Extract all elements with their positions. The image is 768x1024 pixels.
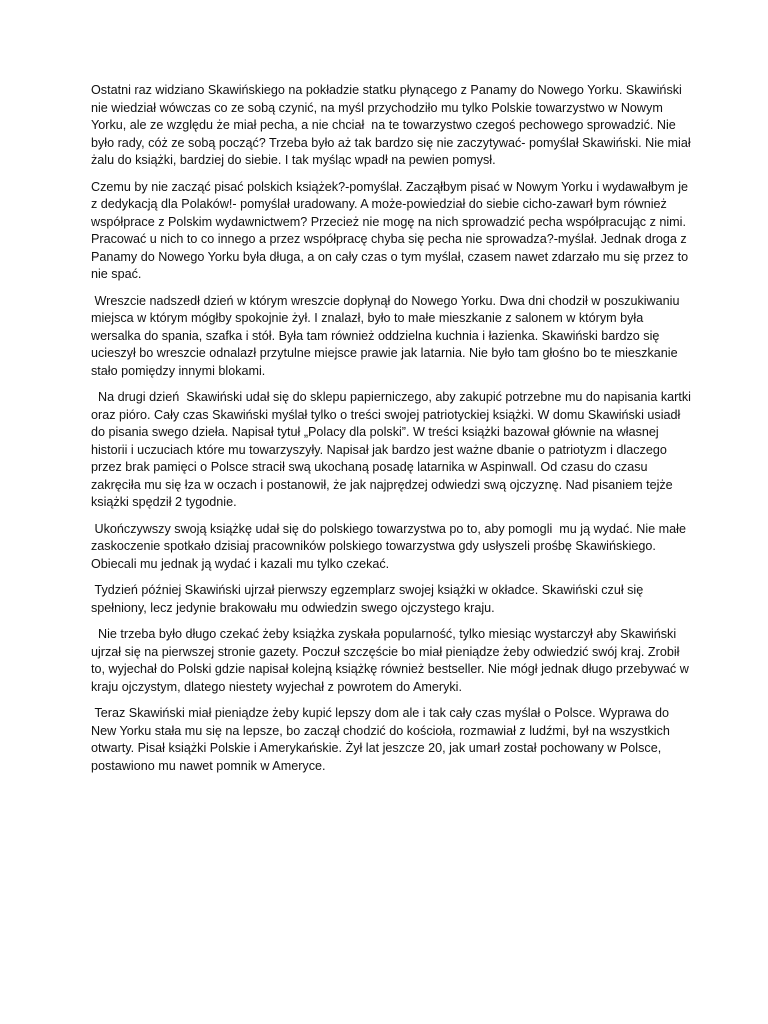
paragraph-4: Na drugi dzień Skawiński udał się do sklepu papierniczego, aby zakupić potrzebne mu do napisania kartki oraz pióro. Cały czas Skawiński myślał tylko o treści swojej patriotyckiej książki. W domu Skawiński usiadł do pisania swego dzieła. Napisał tytuł „Polacy dla polski”. W treści książki bazował głównie na własnej historii i uczuciach które mu towarzyszyły. Napisał jak bardzo jest ważne dbanie o patriotyzm i dlaczego przez brak pamięci o Polsce stracił swą ukochaną posadę latarnika w Aspinwall. Od czasu do czasu zakręciła mu się łza w oczach i postanowił, że jak najprędzej odwiedzi swą ojczyznę. Nad pisaniem tejże książki spędził 2 tygodnie. xyxy=(91,390,695,509)
paragraph-7: Nie trzeba było długo czekać żeby książka zyskała popularność, tylko miesiąc wystarczył aby Skawiński ujrzał się na pierwszej stronie gazety. Poczuł szczęście bo miał pieniądze żeby odwiedzić swój kraj. Zrobił to, wyjechał do Polski gdzie napisał kolejną książkę również bestseller. Nie mógł jednak długo przebywać w kraju ojczystym, dlatego niestety wyjechał z powrotem do Ameryki. xyxy=(91,627,693,694)
paragraph-3: Wreszcie nadszedł dzień w którym wreszcie dopłynął do Nowego Yorku. Dwa dni chodził w poszukiwaniu miejsca w którym mógłby spokojnie żył. I znalazł, było to małe mieszkanie z salonem w którym była wersalka do spania, szafka i stół. Była tam również oddzielna kuchnia i łazienka. Skawiński bardzo się ucieszył bo wreszcie odnalazł przytulne miejsce prawie jak latarnia. Nie było tam głośno bo te mieszkanie stało pomiędzy innymi blokami. xyxy=(91,293,683,378)
paragraph-6: Tydzień później Skawiński ujrzał pierwszy egzemplarz swojej książki w okładce. Skawiński czuł się spełniony, lecz jedynie brakowału mu odwiedzin swego ojczystego kraju. xyxy=(91,583,647,615)
paragraph-2: Czemu by nie zacząć pisać polskich książek?-pomyślał. Zacząłbym pisać w Nowym Yorku i wydawałbym je z dedykacją dla Polaków!- pomyślał uradowany. A może-powiedział do siebie cicho-zawarł bym również współprace z Polskim wydawnictwem? Przecież nie mogę na nich sprowadzić pecha współpracując z nimi. Pracować u nich to co innego a przez współpracę chyba się pecha nie sprowadza?-myślał. Jednak droga z Panamy do Nowego Yorku była długa, a on cały czas o tym myślał, czasem nawet zdarzało mu się przez to nie spać. xyxy=(91,179,692,281)
paragraph-1: Ostatni raz widziano Skawińskiego na pokładzie statku płynącego z Panamy do Nowego Yorku. Skawiński nie wiedział wówczas co ze sobą czynić, na myśl przychodziło mu tylko Polskie towarzystwo w Nowym Yorku, ale ze względu że miał pecha, a nie chciał na te towarzystwo czegoś pechowego sprowadzić. Nie było rady, cóż ze sobą począć? Trzeba było aż tak bardzo się nie zaczytywać- pomyślał Skawiński. Nie miał żalu do książki, bardziej do siebie. I tak myśląc wpadł na pewien pomysł. xyxy=(91,83,695,167)
document-body xyxy=(91,82,695,784)
paragraph-5: Ukończywszy swoją książkę udał się do polskiego towarzystwa po to, aby pomogli mu ją wydać. Nie małe zaskoczenie spotkało dzisiaj pracowników polskiego towarzystwa gdy usłyszeli prośbę Skawińskiego. Obiecali mu jednak ją wydać i kazali mu tylko czekać. xyxy=(91,521,690,571)
paragraph-8: Teraz Skawiński miał pieniądze żeby kupić lepszy dom ale i tak cały czas myślał o Polsce. Wyprawa do New Yorku stała mu się na lepsze, bo zaczął chodzić do kościoła, rozmawiał z ludźmi, był na wszystkich otwarty. Pisał książki Polskie i Amerykańskie. Żył lat jeszcze 20, jak umarł został pochowany w Polsce, postawiono mu nawet pomnik w Ameryce. xyxy=(91,706,674,773)
